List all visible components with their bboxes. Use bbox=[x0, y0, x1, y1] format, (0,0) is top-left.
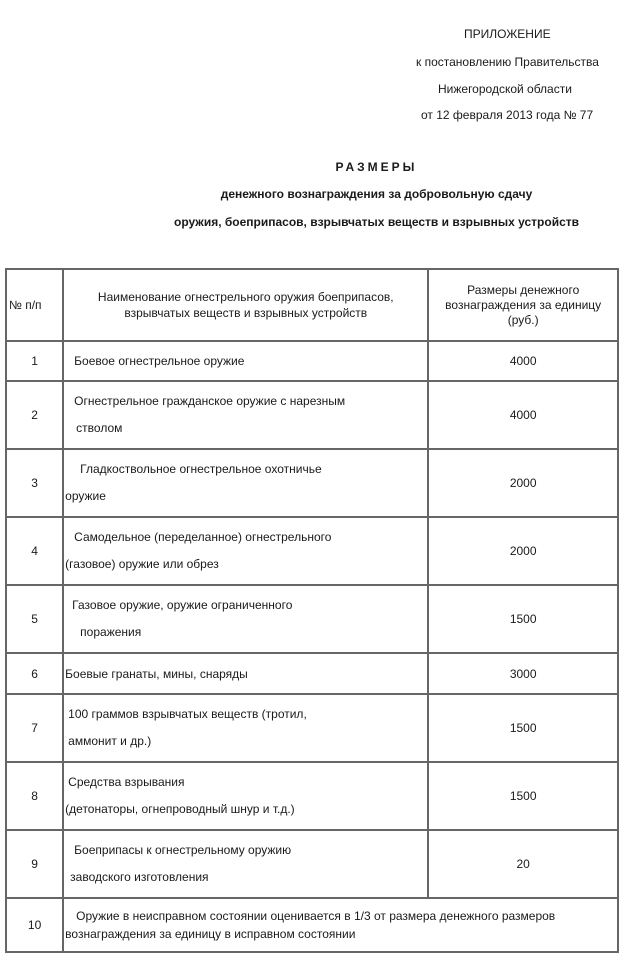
row-num: 8 bbox=[6, 762, 63, 830]
appendix-date: от 12 февраля 2013 года № 77 bbox=[421, 108, 594, 122]
table-row bbox=[6, 341, 618, 381]
header-name: Наименование огнестрельного оружия боеприпасов, взрывчатых веществ и взрывных устройств bbox=[63, 269, 428, 341]
table-row bbox=[6, 762, 618, 830]
row-value: 4000 bbox=[428, 341, 618, 381]
header-num: № п/п bbox=[6, 269, 63, 341]
row-num: 3 bbox=[6, 449, 63, 517]
row-name-line2: оружие bbox=[65, 489, 106, 503]
row-name-line2: аммонит и др.) bbox=[68, 734, 152, 748]
row-num: 5 bbox=[6, 585, 63, 653]
row-value: 20 bbox=[428, 830, 618, 898]
row-name-line1: Гладкоствольное огнестрельное охотничье bbox=[80, 462, 322, 476]
header-value: Размеры денежного вознаграждения за единицу (руб.) bbox=[428, 269, 618, 341]
table-row bbox=[6, 694, 618, 762]
row-value: 1500 bbox=[428, 694, 618, 762]
row-name bbox=[63, 694, 428, 762]
row-name-line1: 100 граммов взрывчатых веществ (тротил, bbox=[68, 707, 307, 721]
row-name-line2: (детонаторы, огнепроводный шнур и т.д.) bbox=[65, 802, 295, 816]
row-note-line2: вознаграждения за единицу в исправном состоянии bbox=[65, 927, 356, 941]
row-name bbox=[63, 381, 428, 449]
row-name-line1: Средства взрывания bbox=[68, 775, 185, 789]
row-num: 9 bbox=[6, 830, 63, 898]
document-subtitle-1: денежного вознаграждения за добровольную сдачу bbox=[220, 187, 533, 201]
row-name-line1: Самодельное (переделанное) огнестрельного bbox=[74, 530, 332, 544]
row-name-line1: Боевое огнестрельное оружие bbox=[74, 354, 245, 368]
row-name-line2: (газовое) оружие или обрез bbox=[65, 557, 219, 571]
row-name bbox=[63, 341, 428, 381]
document-subtitle-2: оружия, боеприпасов, взрывчатых веществ и взрывных устройств bbox=[173, 215, 580, 229]
appendix-decree: к постановлению Правительства bbox=[416, 55, 599, 69]
row-merged-note bbox=[63, 898, 618, 952]
table-row bbox=[6, 653, 618, 694]
row-value: 1500 bbox=[428, 585, 618, 653]
table-row bbox=[6, 517, 618, 585]
row-name bbox=[63, 830, 428, 898]
row-value: 1500 bbox=[428, 762, 618, 830]
table-header-row bbox=[6, 269, 618, 341]
row-name-line1: Газовое оружие, оружие ограниченного bbox=[72, 598, 293, 612]
row-num: 10 bbox=[6, 898, 63, 952]
row-name bbox=[63, 449, 428, 517]
table-row bbox=[6, 585, 618, 653]
row-name-line1: Боеприпасы к огнестрельному оружию bbox=[74, 843, 292, 857]
row-name-line2: стволом bbox=[76, 421, 123, 435]
appendix-title: ПРИЛОЖЕНИЕ bbox=[464, 27, 551, 41]
row-name bbox=[63, 653, 428, 694]
row-name bbox=[63, 585, 428, 653]
row-num: 6 bbox=[6, 653, 63, 694]
table-row bbox=[6, 449, 618, 517]
row-name-line1: Огнестрельное гражданское оружие с нарезным bbox=[74, 394, 346, 408]
row-num: 1 bbox=[6, 341, 63, 381]
row-name-line1: Боевые гранаты, мины, снаряды bbox=[65, 666, 248, 681]
row-num: 2 bbox=[6, 381, 63, 449]
row-name bbox=[63, 762, 428, 830]
awards-table bbox=[5, 268, 619, 953]
row-num: 7 bbox=[6, 694, 63, 762]
table-row bbox=[6, 898, 618, 952]
table-row bbox=[6, 381, 618, 449]
row-name-line2: поражения bbox=[80, 625, 142, 639]
row-value: 2000 bbox=[428, 449, 618, 517]
row-name-line2: заводского изготовления bbox=[70, 870, 209, 884]
row-value: 3000 bbox=[428, 653, 618, 694]
row-value: 2000 bbox=[428, 517, 618, 585]
document-title: РАЗМЕРЫ bbox=[335, 160, 418, 174]
row-name bbox=[63, 517, 428, 585]
row-value: 4000 bbox=[428, 381, 618, 449]
row-note-line1: Оружие в неисправном состоянии оценивается в 1/3 от размера денежного размеров bbox=[76, 909, 556, 923]
table-row bbox=[6, 830, 618, 898]
appendix-region: Нижегородской области bbox=[438, 82, 572, 96]
row-num: 4 bbox=[6, 517, 63, 585]
